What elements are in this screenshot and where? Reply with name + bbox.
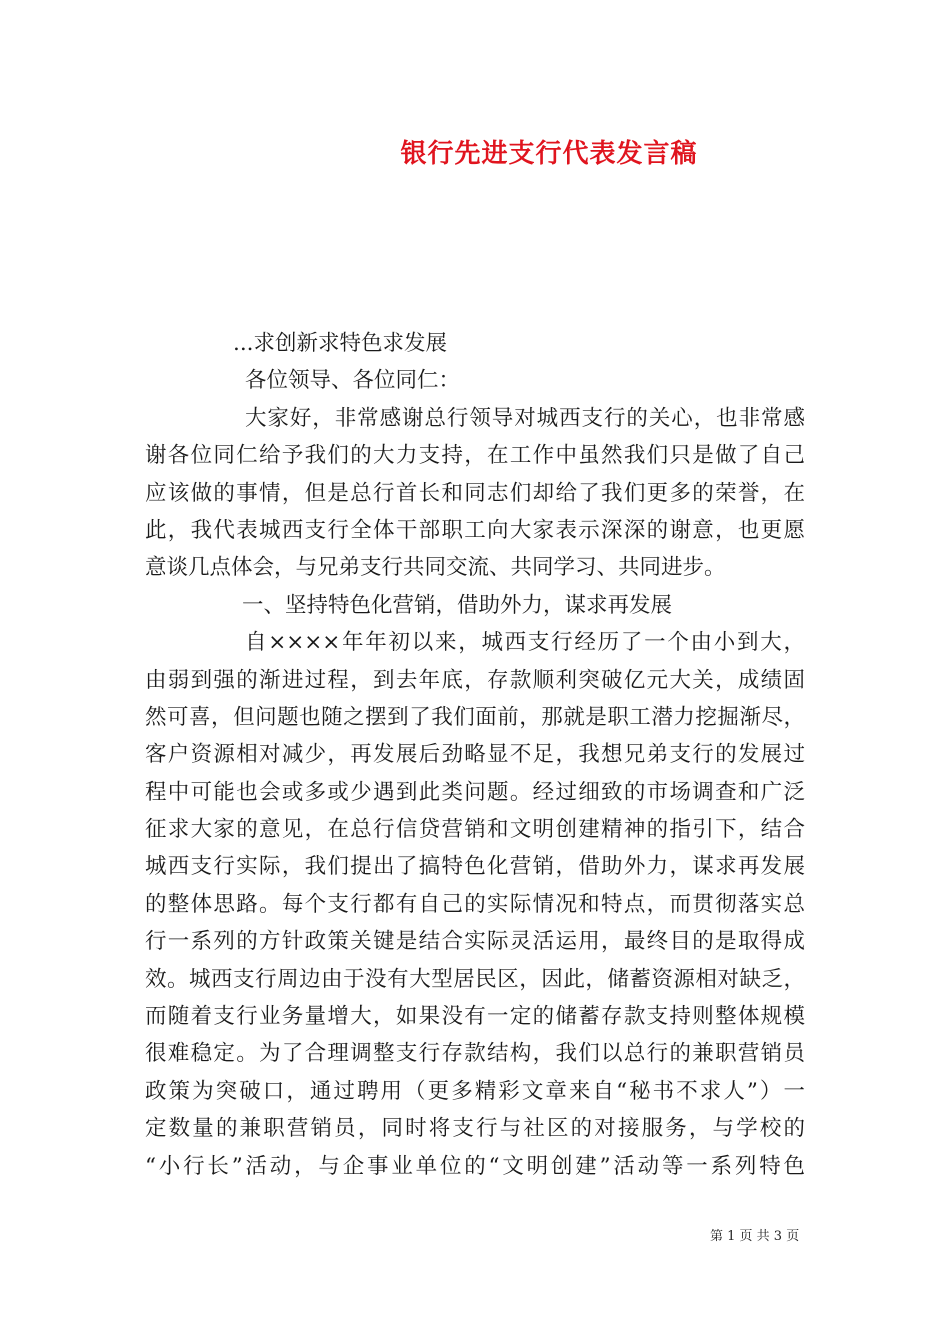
section-heading: 一、坚持特色化营销，借助外力，谋求再发展	[242, 592, 673, 618]
paragraph-line: 客户资源相对减少，再发展后劲略显不足，我想兄弟支行的发展过	[145, 742, 805, 768]
document-title: 银行先进支行代表发言稿	[400, 139, 698, 169]
paragraph-line: 程中可能也会或多或少遇到此类问题。经过细致的市场调查和广泛	[145, 779, 805, 805]
paragraph-line: 谢各位同仁给予我们的大力支持，在工作中虽然我们只是做了自己	[145, 443, 805, 469]
paragraph-line: 然可喜，但问题也随之摆到了我们面前，那就是职工潜力挖掘渐尽，	[145, 704, 805, 730]
paragraph-line: 自××××年年初以来，城西支行经历了一个由小到大，	[245, 630, 805, 656]
subtitle-line: ...求创新求特色求发展	[233, 331, 448, 356]
paragraph-line: 征求大家的意见，在总行信贷营销和文明创建精神的指引下，结合	[145, 817, 805, 843]
paragraph-line: 大家好，非常感谢总行领导对城西支行的关心，也非常感	[245, 405, 805, 431]
paragraph-line: 政策为突破口，通过聘用（更多精彩文章来自“秘书不求人”）一	[145, 1078, 805, 1104]
page-footer: 第 1 页 共 3 页	[710, 1229, 800, 1244]
paragraph-line: 城西支行实际，我们提出了搞特色化营销，借助外力，谋求再发展	[145, 854, 805, 880]
paragraph-line: 效。城西支行周边由于没有大型居民区，因此，储蓄资源相对缺乏，	[145, 966, 805, 992]
paragraph-line: 而随着支行业务量增大，如果没有一定的储蓄存款支持则整体规模	[145, 1004, 805, 1030]
paragraph-line: 定数量的兼职营销员，同时将支行与社区的对接服务，与学校的	[145, 1116, 805, 1142]
paragraph-line: 很难稳定。为了合理调整支行存款结构，我们以总行的兼职营销员	[145, 1041, 805, 1067]
paragraph-line: 由弱到强的渐进过程，到去年底，存款顺利突破亿元大关，成绩固	[145, 667, 805, 693]
document-body	[145, 325, 805, 1185]
paragraph-line: 此，我代表城西支行全体干部职工向大家表示深深的谢意，也更愿	[145, 517, 805, 543]
salutation-line: 各位领导、各位同仁：	[245, 368, 461, 394]
paragraph-line: “小行长”活动，与企事业单位的“文明创建”活动等一系列特色	[145, 1153, 805, 1179]
paragraph-line: 的整体思路。每个支行都有自己的实际情况和特点，而贯彻落实总	[145, 891, 805, 917]
paragraph-line: 行一系列的方针政策关键是结合实际灵活运用，最终目的是取得成	[145, 929, 805, 955]
paragraph-line: 应该做的事情，但是总行首长和同志们却给了我们更多的荣誉，在	[145, 480, 805, 506]
paragraph-line: 意谈几点体会，与兄弟支行共同交流、共同学习、共同进步。	[145, 555, 726, 581]
